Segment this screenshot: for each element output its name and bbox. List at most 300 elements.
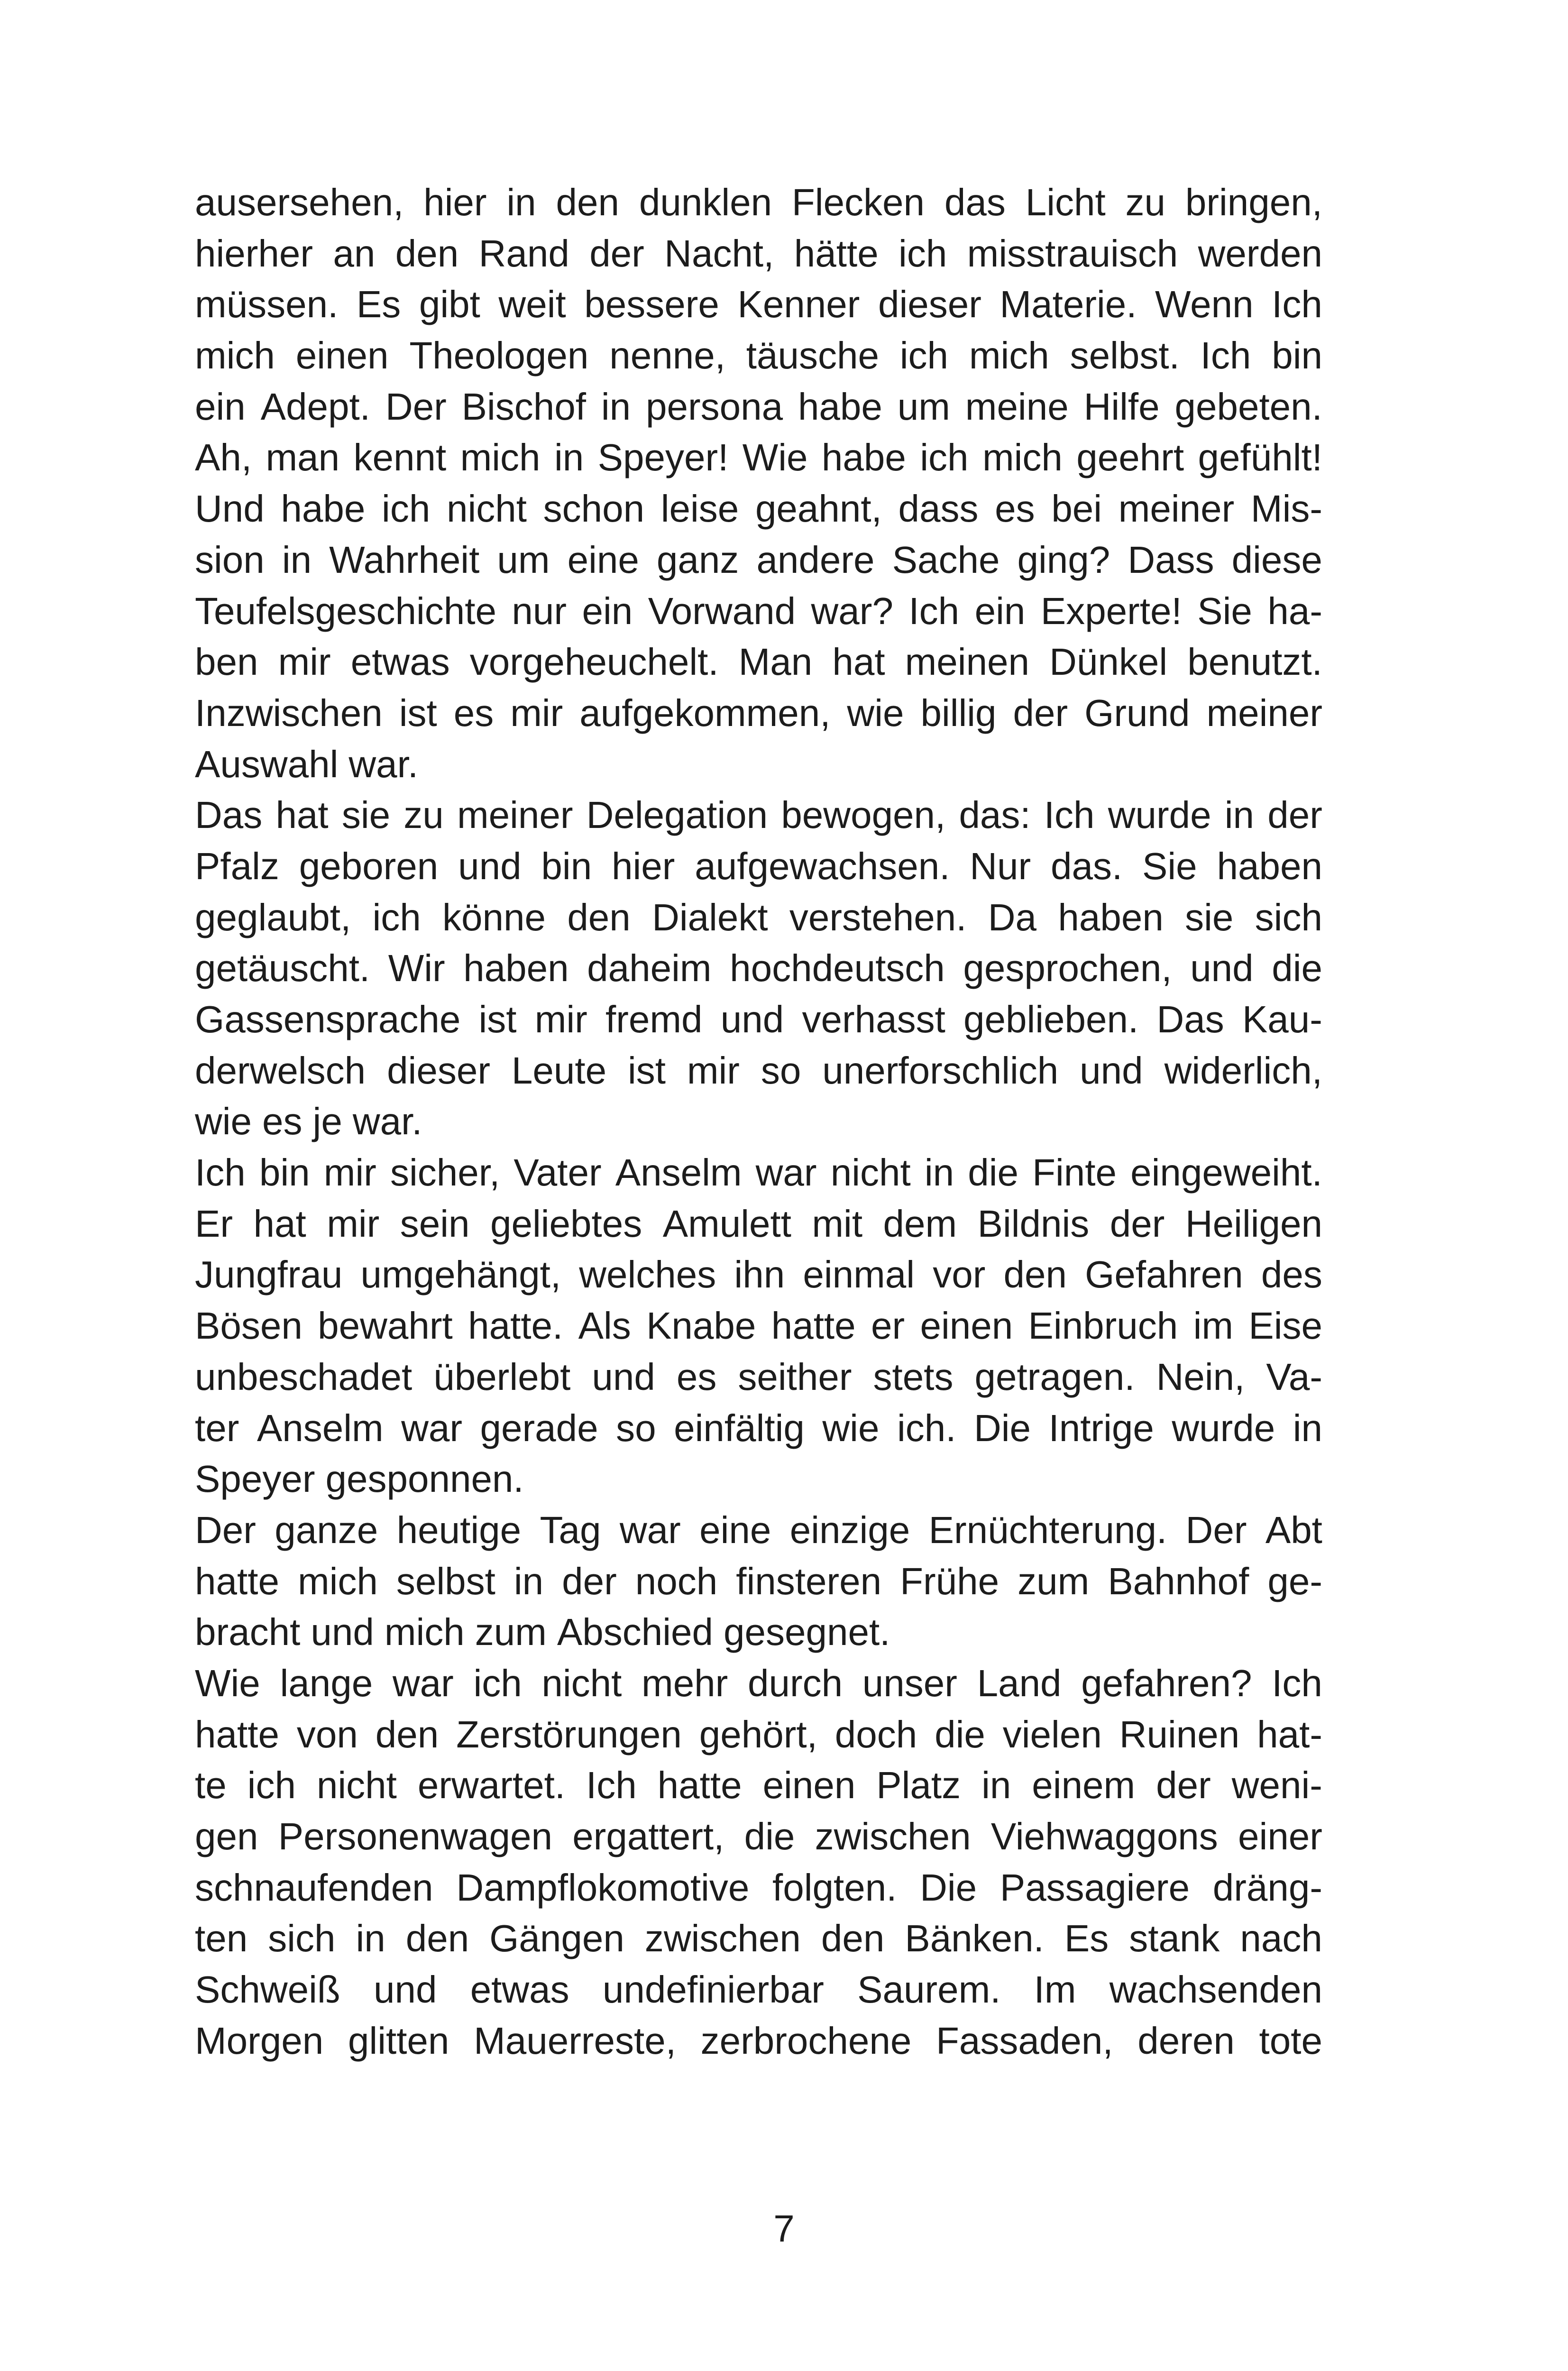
word: glitten: [348, 2019, 449, 2062]
word: Als: [578, 1305, 631, 1347]
text-line: [195, 381, 1322, 432]
word: sein: [400, 1202, 470, 1245]
word: zum: [475, 1611, 547, 1654]
word: billig: [920, 691, 997, 734]
word: eine: [699, 1508, 771, 1551]
word: gefühlt!: [1198, 436, 1322, 479]
word: es: [995, 487, 1035, 530]
word: um: [897, 385, 950, 428]
word: eine: [567, 538, 639, 581]
word: Jungfrau: [195, 1253, 343, 1296]
word: Es: [1064, 1917, 1109, 1960]
word: gefahren?: [1081, 1662, 1252, 1704]
word: Schweiß: [195, 1968, 340, 2011]
word: Das: [1156, 998, 1224, 1040]
word: Vater: [513, 1151, 602, 1194]
word: unbeschadet: [195, 1355, 413, 1398]
text-line: [195, 790, 1322, 841]
word: lange: [280, 1662, 373, 1704]
word: schon: [543, 487, 645, 530]
word: meinen: [905, 641, 1030, 683]
word: mir: [323, 1151, 376, 1194]
word: Es: [356, 283, 401, 326]
text-line: [195, 739, 1322, 790]
word: etwas: [350, 641, 450, 683]
word: ganz: [656, 538, 739, 581]
word: Kenner: [737, 283, 860, 326]
word: ausersehen,: [195, 181, 404, 223]
word: gesponnen.: [325, 1458, 524, 1500]
word: Delegation: [586, 794, 768, 836]
word: müssen.: [195, 283, 339, 326]
word: habe: [281, 487, 366, 530]
word: Dialekt: [652, 896, 768, 938]
word: Passagiere: [999, 1866, 1190, 1909]
page-number: 7: [773, 2207, 795, 2250]
text-line: [195, 1709, 1322, 1760]
text-line: [195, 1351, 1322, 1403]
word: hier: [612, 845, 675, 887]
word: welches: [579, 1253, 716, 1296]
text-line: [195, 1403, 1322, 1454]
word: zu: [403, 794, 444, 836]
word: bessere: [584, 283, 719, 326]
word: fremd: [605, 998, 703, 1040]
word: Nein,: [1156, 1355, 1245, 1398]
word: weni-: [1231, 1764, 1322, 1807]
word: an: [333, 232, 376, 275]
word: Bahnhof: [1108, 1560, 1249, 1602]
word: der: [1156, 1764, 1211, 1807]
word: Platz: [876, 1764, 961, 1807]
word: geblieben.: [963, 998, 1139, 1040]
word: hatte: [195, 1713, 279, 1755]
word: einen: [920, 1305, 1013, 1347]
word: hatte: [195, 1560, 279, 1602]
word: dieser: [387, 1049, 490, 1092]
word: Dünkel: [1049, 641, 1168, 683]
word: Speyer: [195, 1458, 315, 1500]
word: habe: [821, 436, 906, 479]
word: eingeweiht.: [1130, 1151, 1322, 1194]
word: sich: [1255, 896, 1322, 938]
text-line: [195, 177, 1322, 228]
word: verhasst: [802, 998, 945, 1040]
word: Und: [195, 487, 265, 530]
word: andere: [756, 538, 875, 581]
word: Bänken.: [905, 1917, 1044, 1960]
word: noch: [635, 1560, 718, 1602]
word: hat: [275, 794, 329, 836]
word: Amulett: [662, 1202, 791, 1245]
word: Einbruch: [1028, 1305, 1178, 1347]
word: Vorwand: [648, 589, 796, 632]
word: wurde: [1172, 1406, 1275, 1449]
word: derwelsch: [195, 1049, 366, 1092]
text-line: [195, 228, 1322, 279]
text-line: [195, 943, 1322, 994]
word: nicht: [316, 1764, 397, 1807]
word: Wie: [195, 1662, 260, 1704]
word: folgten.: [772, 1866, 897, 1909]
word: aufgekommen,: [579, 691, 831, 734]
word: ein: [195, 385, 246, 428]
word: ein: [974, 589, 1026, 632]
word: zum: [1018, 1560, 1090, 1602]
text-line: [195, 1045, 1322, 1096]
word: gerade: [480, 1406, 598, 1449]
word: die: [1272, 947, 1322, 990]
word: ist: [478, 998, 517, 1040]
word: dieser: [878, 283, 981, 326]
word: werden: [1198, 232, 1322, 275]
text-line: [195, 994, 1322, 1045]
word: in: [513, 1560, 544, 1602]
word: Morgen: [195, 2019, 324, 2062]
word: Ich: [1272, 1662, 1322, 1704]
word: dräng-: [1212, 1866, 1322, 1909]
word: ich: [899, 334, 949, 377]
word: tote: [1259, 2019, 1322, 2062]
word: bei: [1051, 487, 1102, 530]
word: Hilfe: [1083, 385, 1160, 428]
word: er: [871, 1305, 905, 1347]
word: verstehen.: [789, 896, 967, 938]
word: Man: [738, 641, 813, 683]
word: der: [562, 1560, 617, 1602]
word: und: [373, 1968, 437, 2011]
word: und: [311, 1611, 374, 1654]
text-line: [195, 1147, 1322, 1198]
word: leise: [660, 487, 739, 530]
text-line: [195, 1862, 1322, 1913]
word: finsteren: [736, 1560, 882, 1602]
word: Bildnis: [977, 1202, 1090, 1245]
word: Ernüchterung.: [928, 1508, 1167, 1551]
word: in: [1293, 1406, 1322, 1449]
word: hochdeutsch: [730, 947, 945, 990]
word: Das: [195, 794, 263, 836]
word: war: [619, 1508, 681, 1551]
word: in: [1224, 794, 1255, 836]
word: einzige: [789, 1508, 910, 1551]
text-line: [195, 1811, 1322, 1862]
word: den: [1003, 1253, 1067, 1296]
text-line: [195, 1607, 1322, 1658]
word: das:: [959, 794, 1031, 836]
text-line: [195, 1658, 1322, 1709]
word: vor: [933, 1253, 986, 1296]
word: geglaubt,: [195, 896, 351, 938]
word: den: [821, 1917, 885, 1960]
word: die: [935, 1713, 985, 1755]
word: den: [375, 1713, 439, 1755]
word: deren: [1137, 2019, 1235, 2062]
text-line: [195, 1913, 1322, 1964]
word: getragen.: [974, 1355, 1135, 1398]
word: um: [497, 538, 550, 581]
word: im: [1193, 1305, 1234, 1347]
word: Land: [977, 1662, 1062, 1704]
word: der: [1267, 794, 1322, 836]
text-line: [195, 1964, 1322, 2015]
word: Grund: [1084, 691, 1190, 734]
word: könne: [442, 896, 546, 938]
word: aufgewachsen.: [695, 845, 950, 887]
word: der: [589, 232, 644, 275]
word: Ich: [586, 1764, 637, 1807]
word: Abschied: [557, 1611, 713, 1654]
word: getäuscht.: [195, 947, 370, 990]
word: etwas: [470, 1968, 569, 2011]
word: mehr: [642, 1662, 728, 1704]
word: Adept.: [260, 385, 370, 428]
word: war: [755, 1151, 817, 1194]
word: nenne,: [609, 334, 725, 377]
word: der: [1110, 1202, 1165, 1245]
word: gebeten.: [1174, 385, 1322, 428]
body-text: [195, 177, 1322, 2066]
word: hatte: [771, 1305, 856, 1347]
text-line: [195, 688, 1322, 739]
word: Nacht,: [664, 232, 774, 275]
word: es: [262, 1100, 303, 1143]
word: Mis-: [1250, 487, 1322, 530]
word: hatte: [657, 1764, 742, 1807]
word: bewahrt: [318, 1305, 453, 1347]
word: Saurem.: [857, 1968, 1001, 2011]
word: Gängen: [489, 1917, 624, 1960]
word: Personenwagen: [278, 1815, 552, 1857]
word: Die: [973, 1406, 1031, 1449]
word: Flecken: [791, 181, 925, 223]
word: ist: [399, 691, 437, 734]
word: in: [506, 181, 536, 223]
word: selbst: [396, 1560, 495, 1602]
word: geahnt,: [755, 487, 882, 530]
word: hat: [832, 641, 885, 683]
word: ganze: [275, 1508, 378, 1551]
word: sie: [1185, 896, 1234, 938]
word: das.: [1050, 845, 1123, 887]
word: ihn: [734, 1253, 785, 1296]
word: Intrige: [1048, 1406, 1154, 1449]
word: hier: [423, 181, 487, 223]
word: von: [296, 1713, 358, 1755]
word: hatte.: [468, 1305, 563, 1347]
word: dass: [898, 487, 979, 530]
word: der: [1013, 691, 1068, 734]
word: Abt: [1265, 1508, 1322, 1551]
word: mir: [278, 641, 331, 683]
word: Gassensprache: [195, 998, 461, 1040]
word: meiner: [1118, 487, 1235, 530]
word: des: [1261, 1253, 1322, 1296]
word: hat: [253, 1202, 306, 1245]
word: wie: [847, 691, 904, 734]
word: heutige: [396, 1508, 522, 1551]
word: wie: [195, 1100, 252, 1143]
word: Mauerreste,: [474, 2019, 676, 2062]
word: ergattert,: [572, 1815, 724, 1857]
word: zwischen: [815, 1815, 971, 1857]
text-line: [195, 2015, 1322, 2067]
word: und: [1080, 1049, 1143, 1092]
word: stank: [1129, 1917, 1220, 1960]
word: ha-: [1267, 589, 1322, 632]
word: einem: [1032, 1764, 1136, 1807]
word: sicher,: [390, 1151, 500, 1194]
word: in: [554, 436, 584, 479]
word: täusche: [746, 334, 879, 377]
word: ben: [195, 641, 258, 683]
word: mich: [460, 436, 541, 479]
word: die: [744, 1815, 795, 1857]
word: und: [458, 845, 522, 887]
word: Rand: [478, 232, 569, 275]
text-line: [195, 330, 1322, 381]
word: geliebtes: [490, 1202, 642, 1245]
word: bin: [259, 1151, 310, 1194]
word: Im: [1034, 1968, 1076, 2011]
word: Er: [195, 1202, 233, 1245]
word: einer: [1238, 1815, 1322, 1857]
word: bin: [541, 845, 592, 887]
text-line: [195, 1300, 1322, 1351]
word: habe: [798, 385, 882, 428]
text-line: [195, 432, 1322, 483]
word: nicht: [830, 1151, 911, 1194]
word: Theologen: [409, 334, 589, 377]
word: den: [405, 1917, 469, 1960]
text-line: [195, 483, 1322, 534]
word: meine: [965, 385, 1069, 428]
text-line: [195, 279, 1322, 330]
word: mich: [297, 1560, 378, 1602]
word: dem: [883, 1202, 957, 1245]
word: nicht: [541, 1662, 622, 1704]
word: haben: [1058, 896, 1164, 938]
text-line: [195, 892, 1322, 943]
word: war.: [348, 743, 419, 785]
word: Nur: [970, 845, 1031, 887]
word: Sie: [1142, 845, 1197, 887]
word: zu: [1125, 181, 1166, 223]
word: mich: [384, 1611, 465, 1654]
word: Dampflokomotive: [456, 1866, 750, 1909]
word: Wahrheit: [329, 538, 480, 581]
word: Knabe: [646, 1305, 756, 1347]
word: hierher: [195, 232, 313, 275]
word: sie: [341, 794, 391, 836]
word: und: [592, 1355, 655, 1398]
text-line: [195, 1505, 1322, 1556]
word: Gefahren: [1085, 1253, 1243, 1296]
word: war?: [811, 589, 893, 632]
text-line: [195, 841, 1322, 892]
word: Inzwischen: [195, 691, 383, 734]
word: Ich: [1272, 283, 1322, 326]
text-line: [195, 586, 1322, 637]
word: die: [968, 1151, 1018, 1194]
word: mich: [195, 334, 275, 377]
word: ein: [582, 589, 633, 632]
word: dunklen: [639, 181, 772, 223]
word: und: [1190, 947, 1254, 990]
word: gibt: [419, 283, 480, 326]
word: so: [616, 1406, 656, 1449]
word: war.: [352, 1100, 422, 1143]
word: seither: [738, 1355, 852, 1398]
word: Frühe: [900, 1560, 999, 1602]
word: ich: [247, 1764, 296, 1807]
word: war: [401, 1406, 463, 1449]
word: mich: [982, 436, 1063, 479]
word: bracht: [195, 1611, 301, 1654]
word: Bischof: [461, 385, 586, 428]
word: einen: [295, 334, 389, 377]
word: sich: [268, 1917, 336, 1960]
word: ge-: [1267, 1560, 1322, 1602]
word: Dass: [1128, 538, 1214, 581]
word: benutzt.: [1187, 641, 1322, 683]
word: den: [556, 181, 619, 223]
word: in: [924, 1151, 954, 1194]
word: Zerstörungen: [456, 1713, 682, 1755]
word: unser: [862, 1662, 957, 1704]
text-line: [195, 1556, 1322, 1607]
word: und: [720, 998, 784, 1040]
word: bin: [1272, 334, 1322, 377]
word: Wenn: [1155, 283, 1254, 326]
word: ist: [627, 1049, 666, 1092]
word: hätte: [794, 232, 879, 275]
word: Kau-: [1242, 998, 1322, 1040]
word: Anselm: [615, 1151, 742, 1194]
word: Der: [1185, 1508, 1247, 1551]
word: Wie: [742, 436, 808, 479]
word: Va-: [1266, 1355, 1322, 1398]
text-line: [195, 534, 1322, 586]
word: Viehwaggons: [990, 1815, 1218, 1857]
word: durch: [747, 1662, 843, 1704]
word: Pfalz: [195, 845, 279, 887]
word: Experte!: [1040, 589, 1182, 632]
word: gesprochen,: [963, 947, 1172, 990]
word: ich: [382, 487, 431, 530]
word: wie: [822, 1406, 880, 1449]
word: einfältig: [674, 1406, 805, 1449]
word: Sie: [1197, 589, 1252, 632]
word: Da: [988, 896, 1037, 938]
word: je: [312, 1100, 342, 1143]
word: in: [282, 538, 312, 581]
word: zerbrochene: [700, 2019, 912, 2062]
word: Ich: [908, 589, 960, 632]
word: mich: [969, 334, 1049, 377]
word: mir: [534, 998, 587, 1040]
word: nicht: [446, 487, 527, 530]
word: haben: [463, 947, 569, 990]
word: in: [981, 1764, 1011, 1807]
word: schnaufenden: [195, 1866, 433, 1909]
word: Materie.: [999, 283, 1137, 326]
word: Wir: [388, 947, 445, 990]
word: Tag: [540, 1508, 601, 1551]
word: bewogen,: [781, 794, 946, 836]
word: überlebt: [433, 1355, 571, 1398]
word: gesegnet.: [723, 1611, 890, 1654]
